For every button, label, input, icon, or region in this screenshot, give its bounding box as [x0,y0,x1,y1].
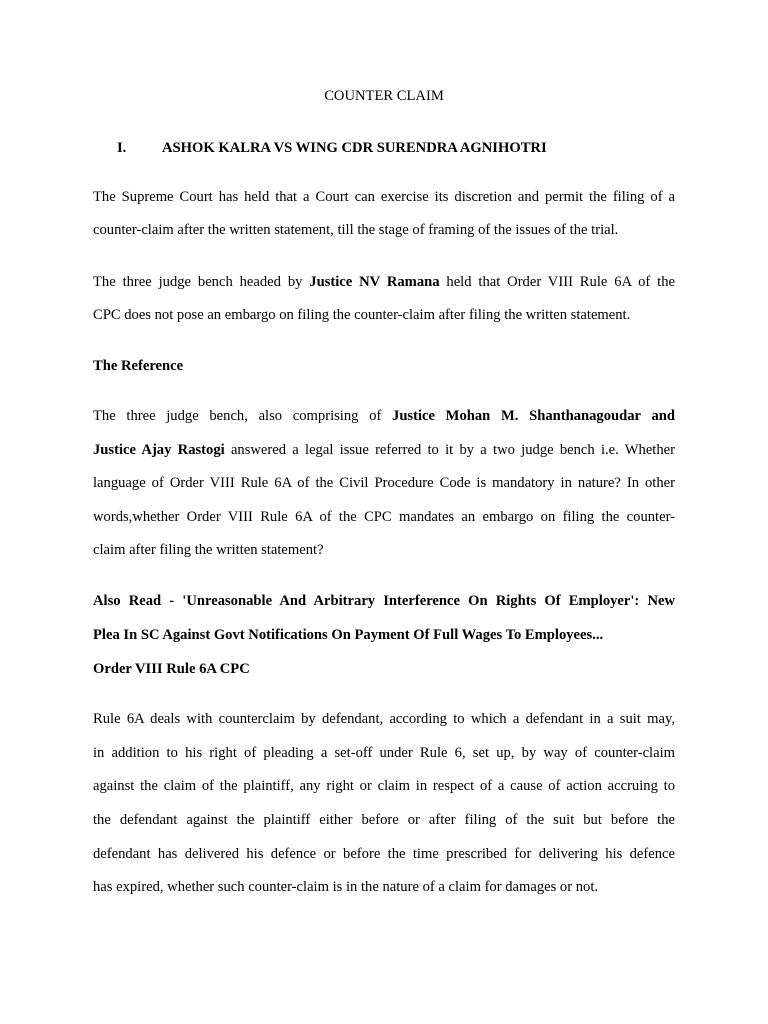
para2-text-a: The three judge bench headed by [93,274,310,290]
para3-line3: language of Order VIII Rule 6A of the Civil Procedure Code is mandatory in nature? In other [93,475,675,491]
case-title: ASHOK KALRA VS WING CDR SURENDRA AGNIHOTRI [162,140,547,156]
para3-text-a: The three judge bench, also comprising of [93,408,393,424]
heading-reference: The Reference [93,358,184,374]
para3-line4: words,whether Order VIII Rule 6A of the CPC mandates an embargo on filing the counter- [93,509,675,525]
para2-text-c: held that Order VIII Rule 6A of the [439,274,675,290]
para4-line6: has expired, whether such counter-claim is in the nature of a claim for damages or not. [93,879,599,895]
para1-line2: counter-claim after the written statement, till the stage of framing of the issues of the trial. [93,222,619,238]
case-number: I. [117,140,127,156]
para2-line2: CPC does not pose an embargo on filing the counter-claim after filing the written statement. [93,307,631,323]
justice-ramana-name: Justice NV Ramana [309,274,440,290]
para3-text-b: answered a legal issue referred to it by a two judge bench i.e. Whether [224,442,675,458]
para3-line1 [93,407,675,425]
para4-line1: Rule 6A deals with counterclaim by defendant, according to which a defendant in a suit may, [93,711,675,727]
para4-line5: defendant has delivered his defence or before the time prescribed for delivering his defence [93,846,675,862]
para3-line2 [93,441,675,459]
also-read-link-line1[interactable]: Also Read - 'Unreasonable And Arbitrary Interference On Rights Of Employer': New [93,593,675,609]
para4-line2: in addition to his right of pleading a set-off under Rule 6, set up, by way of counter-claim [93,745,675,761]
para4-line4: the defendant against the plaintiff either before or after filing of the suit but before the [93,812,675,828]
para3-line5: claim after filing the written statement? [93,542,324,558]
para4-line3: against the claim of the plaintiff, any right or claim in respect of a cause of action accruing to [93,778,675,794]
para2-line1 [93,273,675,291]
also-read-link-line2[interactable]: Plea In SC Against Govt Notifications On Payment Of Full Wages To Employees... [93,627,604,643]
heading-order-rule: Order VIII Rule 6A CPC [93,661,250,677]
document-title: COUNTER CLAIM [324,88,444,104]
para1-line1: The Supreme Court has held that a Court can exercise its discretion and permit the filing of a [93,189,675,205]
justice-rastogi-name: Justice Ajay Rastogi [93,442,225,458]
justice-shanthanagoudar-name: Justice Mohan M. Shanthanagoudar and [392,408,676,424]
